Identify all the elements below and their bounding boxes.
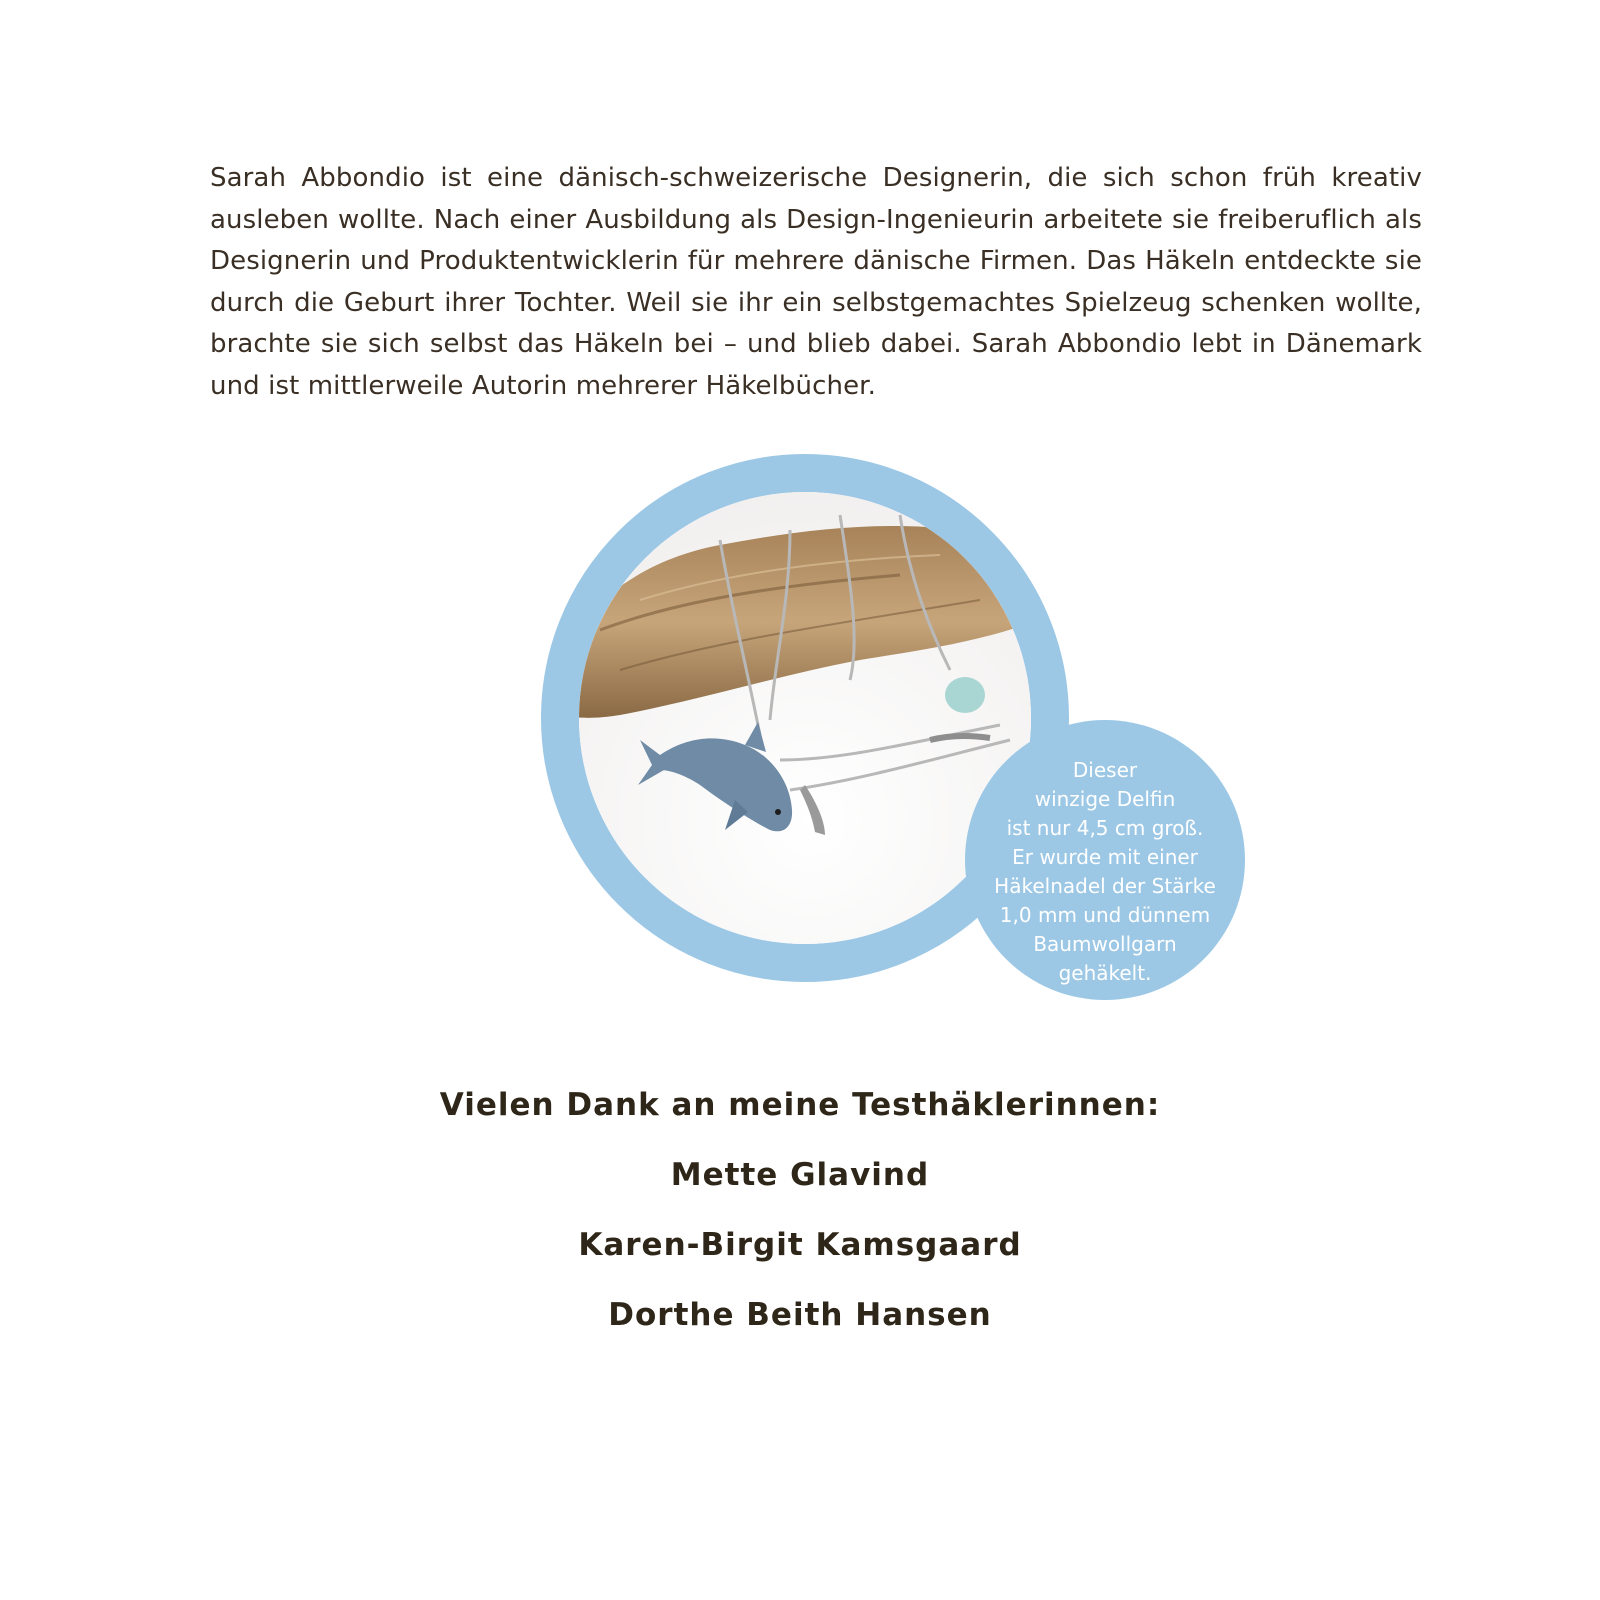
caption-line: Dieser: [1072, 758, 1138, 782]
author-bio: Sarah Abbondio ist eine dänisch-schweizerische Designerin, die sich schon früh kreativ ausleben wollte. Nach einer Ausbildung als Design-Ingenieurin arbeitete sie freiberuflich als Designerin und Produktentwicklerin für mehrere dänische Firmen. Das Häkeln entdeckte sie durch die Geburt ihrer Tochter. Weil sie ihr ein selbstgemachtes Spielzeug schenken wollte, brachte sie sich selbst das Häkeln bei – und blieb dabei. Sarah Abbondio lebt in Dänemark und ist mittlerweile Autorin mehrerer Häkelbücher.: [210, 163, 1422, 401]
tester-name: Dorthe Beith Hansen: [608, 1297, 992, 1333]
tester-name: Mette Glavind: [670, 1157, 930, 1193]
aqua-bead: [945, 677, 985, 713]
acknowledgements: [0, 1085, 1600, 1365]
tester-name: Karen-Birgit Kamsgaard: [578, 1227, 1022, 1263]
caption-line: Baumwollgarn: [1033, 932, 1177, 956]
caption-line: Häkelnadel der Stärke: [994, 874, 1216, 898]
caption-line: 1,0 mm und dünnem: [999, 903, 1211, 927]
photo-caption: [972, 756, 1238, 988]
caption-line: winzige Delfin: [1034, 787, 1176, 811]
thanks-heading: Vielen Dank an meine Testhäklerinnen:: [439, 1087, 1161, 1123]
caption-line: ist nur 4,5 cm groß.: [1006, 816, 1204, 840]
caption-line: gehäkelt.: [1058, 961, 1152, 985]
caption-line: Er wurde mit einer: [1012, 845, 1198, 869]
